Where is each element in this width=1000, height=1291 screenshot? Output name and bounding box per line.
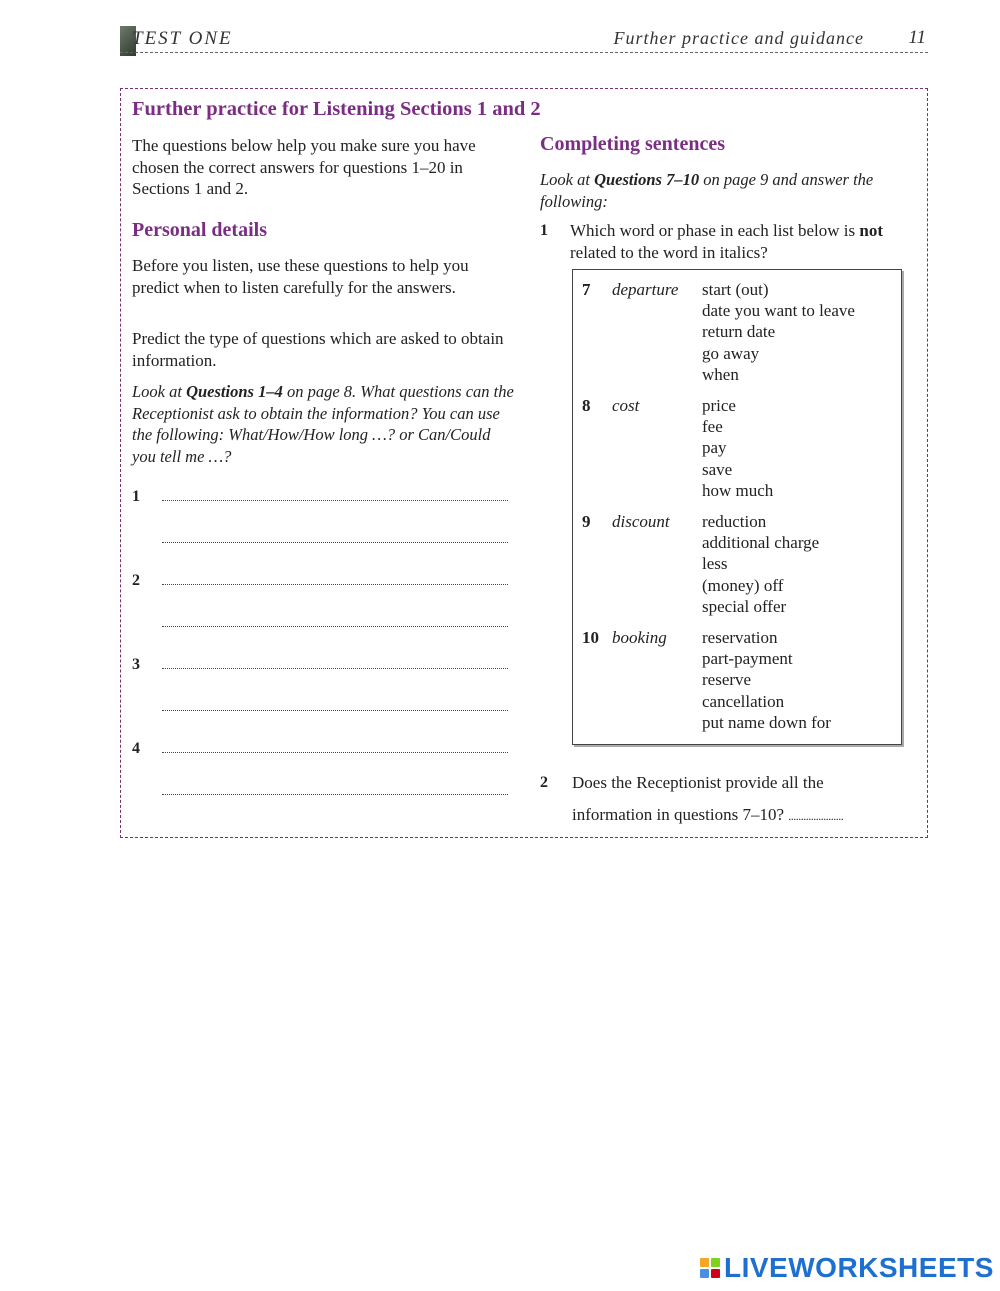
page-header [120, 24, 928, 58]
header-test-label: TEST ONE [132, 28, 233, 49]
answer-line[interactable] [162, 584, 508, 585]
answer-line[interactable] [162, 626, 508, 627]
instr-pre: Look at [132, 382, 187, 401]
question-2-line-1: Does the Receptionist provide all the [572, 773, 824, 792]
table-row-word: departure [612, 280, 679, 299]
answer-line[interactable] [162, 542, 508, 543]
header-rule [120, 52, 928, 53]
table-row-options [702, 279, 855, 385]
q1-pre: Which word or phase in each list below is [570, 221, 860, 240]
table-row-number: 10 [582, 628, 599, 647]
option[interactable]: price [702, 396, 736, 415]
answer-number: 4 [132, 740, 140, 757]
option[interactable]: date you want to leave [702, 301, 855, 321]
answer-number: 2 [132, 572, 140, 589]
table-row-options [702, 511, 819, 617]
q1-post: related to the word in italics? [570, 242, 768, 262]
answer-line[interactable] [162, 752, 508, 753]
option[interactable]: additional charge [702, 533, 820, 553]
c-instr-bold: Questions 7–10 [594, 170, 700, 189]
option[interactable]: put name down for [702, 712, 831, 732]
option[interactable]: return date [702, 322, 776, 342]
answer-line[interactable] [162, 710, 508, 711]
table-row-number: 7 [582, 280, 591, 299]
question-number: 2 [540, 774, 548, 791]
option[interactable]: when [702, 364, 739, 384]
personal-para-2: Predict the type of questions which are asked to obtain information. [132, 329, 504, 370]
question-1-text [570, 220, 905, 263]
option[interactable]: part-payment [702, 649, 793, 669]
completing-instruction [540, 169, 910, 212]
option[interactable]: reduction [702, 512, 767, 531]
option[interactable]: cancellation [702, 691, 785, 711]
option[interactable]: how much [702, 480, 774, 500]
c-instr-pre: Look at [540, 170, 595, 189]
personal-para-1: Before you listen, use these questions to help you predict when to listen carefully for the answers. [132, 256, 469, 297]
option[interactable]: less [702, 554, 728, 574]
personal-instruction [132, 381, 517, 467]
header-section-label: Further practice and guidance [613, 28, 864, 48]
liveworksheets-wordmark: LIVEWORKSHEETS [724, 1252, 994, 1283]
box-title: Further practice for Listening Sections 1 and 2 [132, 98, 541, 120]
q2-answer-blank[interactable]: ...................... [788, 809, 844, 823]
question-number: 1 [540, 222, 548, 239]
instr-bold: Questions 1–4 [186, 382, 283, 401]
option[interactable]: start (out) [702, 280, 769, 299]
option[interactable]: pay [702, 438, 727, 458]
table-row-options [702, 627, 831, 733]
option[interactable]: (money) off [702, 575, 784, 595]
answer-line[interactable] [162, 794, 508, 795]
logo-square [700, 1269, 709, 1278]
q2-text: information in questions 7–10? [572, 805, 785, 824]
table-row-word: booking [612, 628, 667, 647]
logo-square [700, 1258, 709, 1267]
intro-text: The questions below help you make sure you have chosen the correct answers for questions 1–20 in Sections 1 and 2. [132, 136, 476, 198]
question-2-line-2 [572, 804, 843, 828]
logo-square [711, 1258, 720, 1267]
answer-line[interactable] [162, 668, 508, 669]
instr-post: on page 8. What questions can the Receptionist ask to obtain the information? You can use the following: What/How/How long …? or Can/Could you tell me …? [132, 382, 514, 466]
table-row-number: 9 [582, 512, 591, 531]
liveworksheets-icon [700, 1258, 720, 1278]
personal-details-heading: Personal details [132, 219, 267, 241]
completing-heading: Completing sentences [540, 133, 725, 155]
option[interactable]: fee [702, 417, 723, 437]
page-number: 11 [908, 27, 926, 48]
option[interactable]: go away [702, 343, 760, 363]
table-row-word: discount [612, 512, 670, 531]
c-instr-post: on page 9 and answer the following: [540, 170, 874, 211]
logo-square [711, 1269, 720, 1278]
answer-number: 3 [132, 656, 140, 673]
option[interactable]: reserve [702, 670, 752, 690]
liveworksheets-logo [700, 1252, 994, 1284]
option[interactable]: special offer [702, 596, 787, 616]
answer-number: 1 [132, 488, 140, 505]
table-row-options [702, 395, 773, 501]
table-row-word: cost [612, 396, 640, 415]
table-row-number: 8 [582, 396, 591, 415]
q1-bold: not [859, 221, 884, 240]
option[interactable]: reservation [702, 628, 778, 647]
answer-line[interactable] [162, 500, 508, 501]
option[interactable]: save [702, 459, 733, 479]
